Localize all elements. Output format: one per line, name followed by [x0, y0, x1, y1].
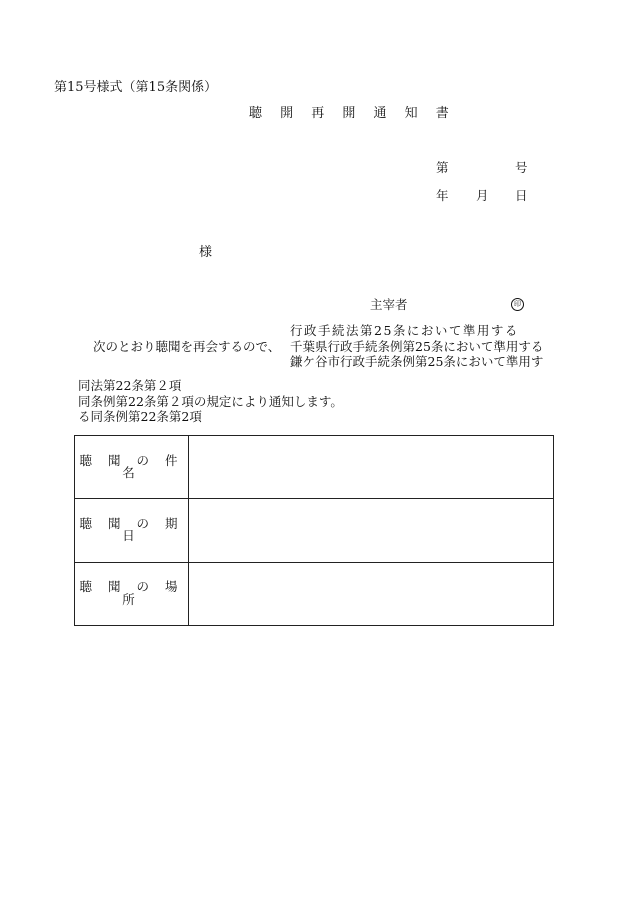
reference-number-suffix: 号 — [515, 160, 528, 175]
law-reference-line-1: 行政手続法第25条において準用する — [290, 323, 519, 338]
reference-number-label: 第 — [436, 160, 449, 175]
hearing-date-value — [189, 499, 554, 562]
lead-text: 次のとおり聴聞を再会するので、 — [93, 339, 281, 354]
hearing-place-label: 聴 聞 の 場 所 — [75, 562, 189, 625]
law-reference-line-2: 千葉県行政手続条例第25条において準用する — [290, 339, 544, 354]
hearing-subject-label: 聴 聞 の 件 名 — [75, 436, 189, 499]
addressee-honorific: 様 — [199, 245, 213, 260]
document-title: 聴 開 再 開 通 知 書 — [249, 106, 456, 121]
clause-line-3: る同条例第22条第2項 — [78, 409, 202, 424]
clause-line-1: 同法第22条第２項 — [78, 378, 182, 393]
date-day-label: 日 — [515, 188, 528, 203]
seal-icon: 印 — [511, 298, 524, 311]
clause-line-2: 同条例第22条第２項の規定により通知します。 — [78, 394, 343, 409]
table-row — [75, 562, 554, 625]
presider-label: 主宰者 — [370, 297, 408, 312]
hearing-subject-value — [189, 436, 554, 499]
form-number: 第15号様式（第15条関係） — [54, 80, 218, 95]
table-row — [75, 499, 554, 562]
table-row — [75, 436, 554, 499]
date-month-label: 月 — [476, 188, 489, 203]
date-year-label: 年 — [436, 188, 449, 203]
hearing-date-label: 聴 聞 の 期 日 — [75, 499, 189, 562]
hearing-place-value — [189, 562, 554, 625]
hearing-info-table — [74, 435, 554, 626]
law-reference-line-3: 鎌ケ谷市行政手続条例第25条において準用す — [290, 354, 544, 369]
